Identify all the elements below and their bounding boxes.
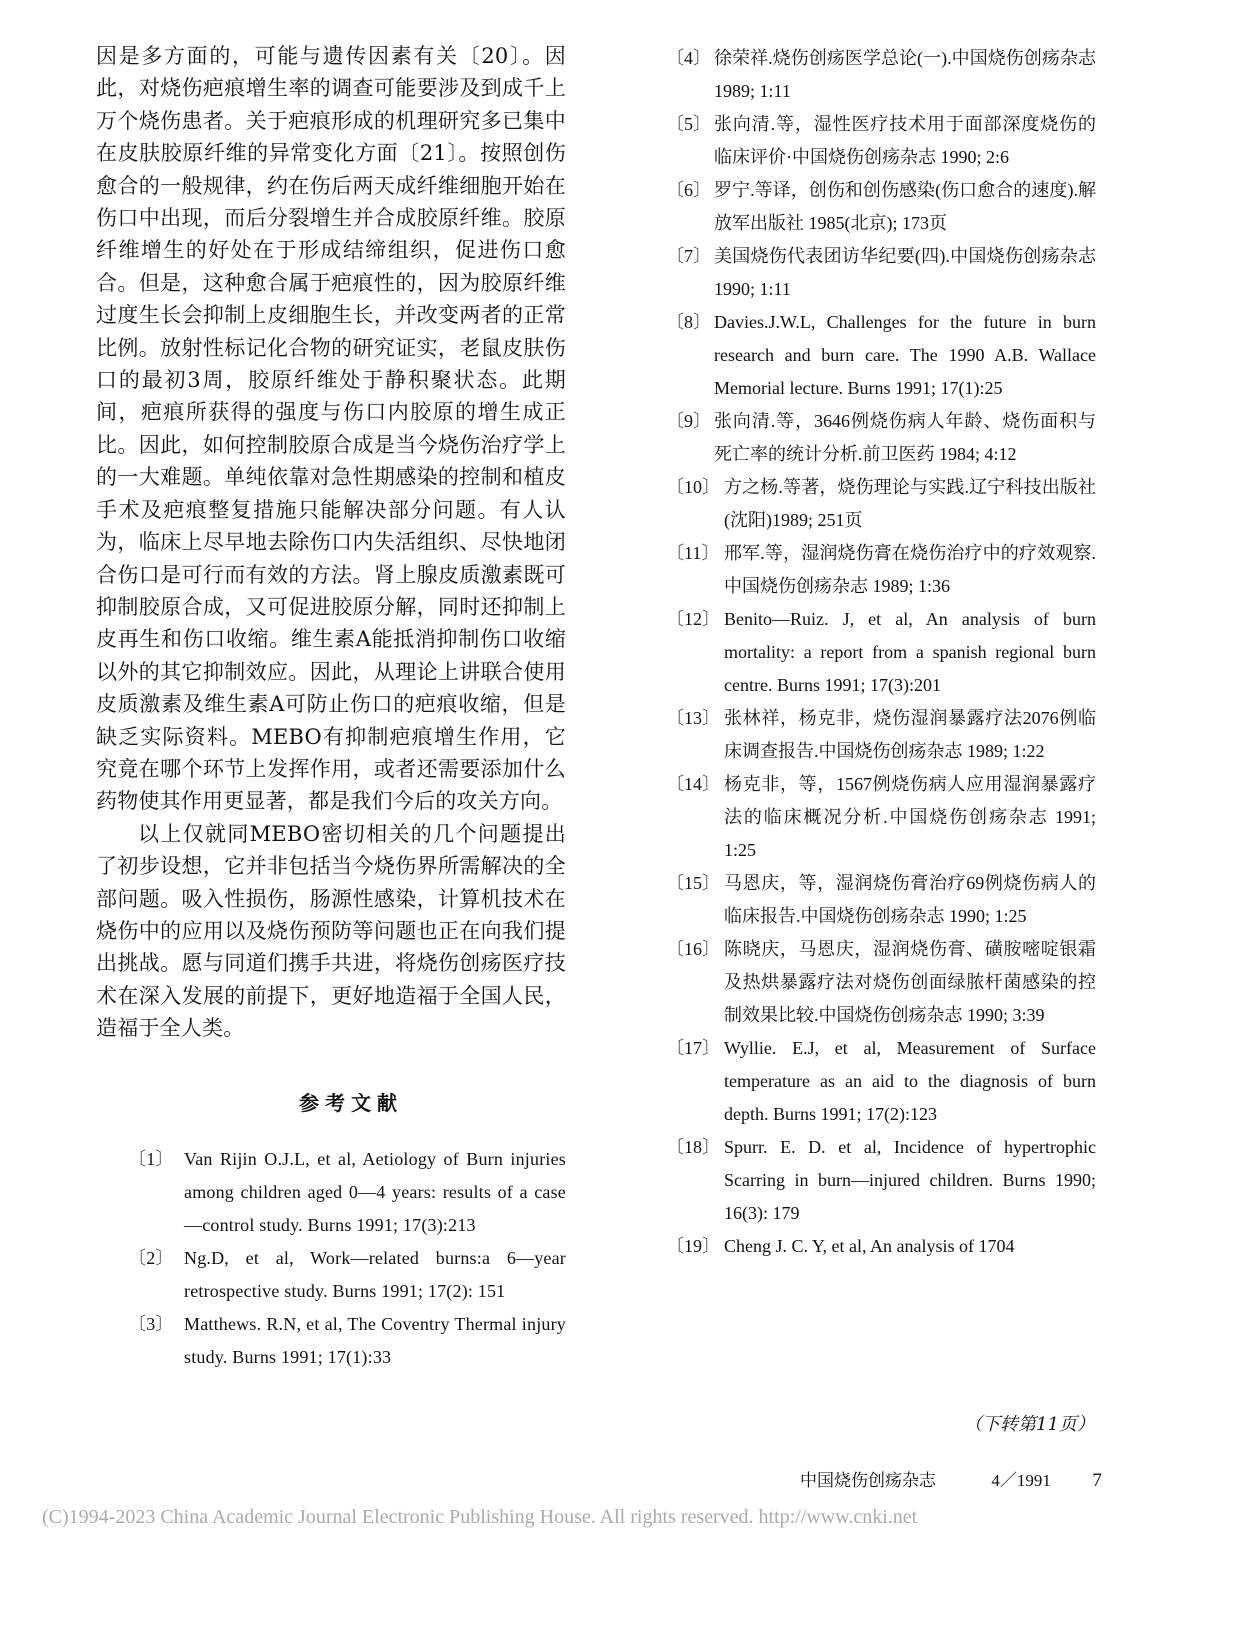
reference-number: 〔3〕 — [128, 1314, 174, 1334]
reference-text: Ng.D, et al, Work—related burns:a 6—year retrospective study. Burns 1991; 17(2): 151 — [184, 1248, 566, 1301]
page-footer — [800, 1466, 1102, 1492]
reference-text: 张向清.等，湿性医疗技术用于面部深度烧伤的临床评价·中国烧伤创疡杂志 1990; 2:6 — [714, 114, 1096, 167]
reference-text: 陈晓庆，马恩庆，湿润烧伤膏、磺胺嘧啶银霜及热烘暴露疗法对烧伤创面绿脓杆菌感染的控制效果比较.中国烧伤创疡杂志 1990; 3:39 — [724, 939, 1096, 1025]
reference-text: Spurr. E. D. et al, Incidence of hypertrophic Scarring in burn—injured children. Burns 1990; 16(3): 179 — [724, 1137, 1096, 1223]
reference-item — [128, 1143, 566, 1242]
copyright-line: (C)1994-2023 China Academic Journal Electronic Publishing House. All rights reserved. http://www.cnki.net — [42, 1506, 918, 1528]
right-column — [666, 42, 1096, 1263]
reference-number: 〔19〕 — [666, 1236, 720, 1256]
reference-text: Van Rijin O.J.L, et al, Aetiology of Burn injuries among children aged 0—4 years: results of a case—control study. Burns 1991; 17(3):213 — [184, 1149, 566, 1235]
reference-number: 〔1〕 — [128, 1149, 174, 1169]
reference-number: 〔2〕 — [128, 1248, 174, 1268]
reference-number: 〔15〕 — [666, 873, 720, 893]
references-heading: 参考文献 — [299, 1090, 403, 1115]
reference-item — [666, 867, 1096, 933]
reference-number: 〔18〕 — [666, 1137, 720, 1157]
reference-item — [666, 933, 1096, 1032]
reference-item — [666, 174, 1096, 240]
reference-item — [128, 1308, 566, 1374]
reference-text: 张向清.等，3646例烧伤病人年龄、烧伤面积与死亡率的统计分析.前卫医药 1984; 4:12 — [714, 411, 1096, 464]
reference-number: 〔12〕 — [666, 609, 720, 629]
reference-item — [666, 108, 1096, 174]
reference-number: 〔13〕 — [666, 708, 720, 728]
reference-item — [666, 1230, 1096, 1263]
left-column — [96, 40, 566, 1374]
reference-text: Cheng J. C. Y, et al, An analysis of 1704 — [724, 1236, 1015, 1256]
reference-text: 邢军.等，湿润烧伤膏在烧伤治疗中的疗效观察.中国烧伤创疡杂志 1989; 1:36 — [724, 543, 1096, 596]
reference-number: 〔11〕 — [666, 543, 720, 563]
page-number: 7 — [1092, 1470, 1102, 1491]
reference-text: 张林祥，杨克非，烧伤湿润暴露疗法2076例临床调查报告.中国烧伤创疡杂志 1989; 1:22 — [724, 708, 1096, 761]
reference-text: 罗宁.等译，创伤和创伤感染(伤口愈合的速度).解放军出版社 1985(北京); 173页 — [714, 180, 1096, 233]
reference-item — [666, 405, 1096, 471]
reference-number: 〔4〕 — [666, 48, 711, 68]
continued-note: （下转第11页） — [964, 1414, 1095, 1435]
reference-item — [128, 1242, 566, 1308]
reference-item — [666, 471, 1096, 537]
reference-item — [666, 603, 1096, 702]
reference-item — [666, 306, 1096, 405]
reference-number: 〔8〕 — [666, 312, 711, 332]
reference-number: 〔9〕 — [666, 411, 711, 431]
reference-item — [666, 240, 1096, 306]
reference-number: 〔14〕 — [666, 774, 720, 794]
reference-item — [666, 768, 1096, 867]
footer-issue: 4／1991 — [991, 1471, 1051, 1490]
reference-number: 〔16〕 — [666, 939, 720, 959]
reference-text: 杨克非，等，1567例烧伤病人应用湿润暴露疗法的临床概况分析.中国烧伤创疡杂志 1991; 1:25 — [724, 774, 1096, 860]
reference-text: Wyllie. E.J, et al, Measurement of Surface temperature as an aid to the diagnosis of burn depth. Burns 1991; 17(2):123 — [724, 1038, 1096, 1124]
reference-item — [666, 1131, 1096, 1230]
reference-number: 〔6〕 — [666, 180, 711, 200]
reference-text: 徐荣祥.烧伤创疡医学总论(一).中国烧伤创疡杂志 1989; 1:11 — [714, 48, 1096, 101]
body-paragraph: 因是多方面的，可能与遗传因素有关〔20〕。因此，对烧伤疤痕增生率的调查可能要涉及到成千上万个烧伤患者。关于疤痕形成的机理研究多已集中在皮肤胶原纤维的异常变化方面〔21〕。按照创伤愈合的一般规律，约在伤后两天成纤维细胞开始在伤口中出现，而后分裂增生并合成胶原纤维。胶原纤维增生的好处在于形成结缔组织，促进伤口愈合。但是，这种愈合属于疤痕性的，因为胶原纤维过度生长会抑制上皮细胞生长，并改变两者的正常比例。放射性标记化合物的研究证实，老鼠皮肤伤口的最初3周，胶原纤维处于静积聚状态。此期间，疤痕所获得的强度与伤口内胶原的增生成正比。因此，如何控制胶原合成是当今烧伤治疗学上的一大难题。单纯依靠对急性期感染的控制和植皮手术及疤痕整复措施只能解决部分问题。有人认为，临床上尽早地去除伤口内失活组织、尽快地闭合伤口是可行而有效的方法。肾上腺皮质激素既可抑制胶原合成，又可促进胶原分解，同时还抑制上皮再生和伤口收缩。维生素A能抵消抑制伤口收缩以外的其它抑制效应。因此，从理论上讲联合使用皮质激素及维生素A可防止伤口的疤痕收缩，但是缺乏实际资料。MEBO有抑制疤痕增生作用，它究竟在哪个环节上发挥作用，或者还需要添加什么药物使其作用更显著，都是我们今后的攻关方向。 — [96, 44, 566, 814]
reference-number: 〔10〕 — [666, 477, 720, 497]
reference-text: 美国烧伤代表团访华纪要(四).中国烧伤创疡杂志 1990; 1:11 — [714, 246, 1096, 299]
reference-item — [666, 1032, 1096, 1131]
reference-number: 〔7〕 — [666, 246, 711, 266]
reference-text: 马恩庆，等，湿润烧伤膏治疗69例烧伤病人的临床报告.中国烧伤创疡杂志 1990; 1:25 — [724, 873, 1096, 926]
reference-text: Benito—Ruiz. J, et al, An analysis of burn mortality: a report from a spanish regional burn centre. Burns 1991; 17(3):201 — [724, 609, 1096, 695]
reference-item — [666, 702, 1096, 768]
reference-text: 方之杨.等著，烧伤理论与实践.辽宁科技出版社(沈阳)1989; 251页 — [724, 477, 1096, 530]
footer-journal-name: 中国烧伤创疡杂志 — [800, 1471, 936, 1491]
reference-item — [666, 537, 1096, 603]
body-paragraph: 以上仅就同MEBO密切相关的几个问题提出了初步设想，它并非包括当今烧伤界所需解决的全部问题。吸入性损伤，肠源性感染，计算机技术在烧伤中的应用以及烧伤预防等问题也正在向我们提出挑战。愿与同道们携手共进，将烧伤创疡医疗技术在深入发展的前提下，更好地造福于全国人民，造福于全人类。 — [96, 821, 566, 1041]
reference-number: 〔5〕 — [666, 114, 711, 134]
reference-text: Davies.J.W.L, Challenges for the future in burn research and burn care. The 1990 A.B. Wallace Memorial lecture. Burns 1991; 17(1):25 — [714, 312, 1096, 398]
reference-text: Matthews. R.N, et al, The Coventry Thermal injury study. Burns 1991; 17(1):33 — [184, 1314, 566, 1367]
reference-number: 〔17〕 — [666, 1038, 720, 1058]
reference-item — [666, 42, 1096, 108]
